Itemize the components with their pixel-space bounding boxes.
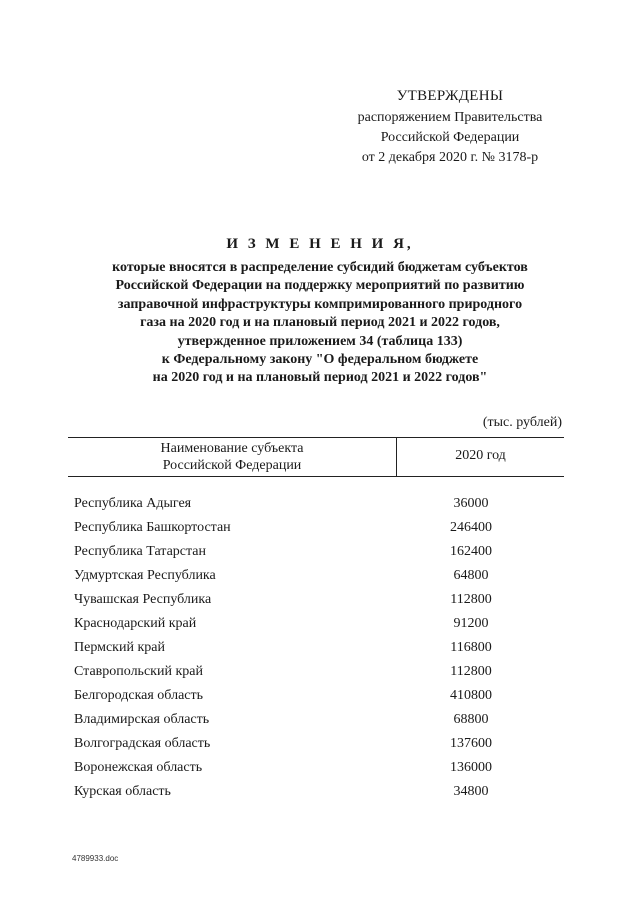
region-name: Пермский край <box>74 640 165 655</box>
region-name: Курская область <box>74 784 171 799</box>
table-row <box>74 684 564 708</box>
heading-line: на 2020 год и на плановый период 2021 и 2022 годов" <box>152 370 488 386</box>
subsidy-value: 112800 <box>450 592 492 607</box>
subsidy-value: 64800 <box>453 568 489 583</box>
subsidy-value: 136000 <box>450 760 492 775</box>
column-header-year: 2020 год <box>455 448 506 463</box>
subsidy-value: 68800 <box>453 712 489 727</box>
table-row <box>74 780 564 804</box>
subsidy-value: 410800 <box>450 688 492 703</box>
table-row <box>74 588 564 612</box>
region-name: Республика Татарстан <box>74 544 207 559</box>
subsidy-value: 246400 <box>450 520 492 535</box>
heading-line: Российской Федерации на поддержку мероприятий по развитию <box>115 278 525 294</box>
table-row <box>74 564 564 588</box>
table-row <box>74 540 564 564</box>
table-row <box>74 612 564 636</box>
file-reference: 4789933.doc <box>72 854 119 863</box>
subsidy-value: 34800 <box>453 784 489 799</box>
region-name: Республика Башкортостан <box>74 520 231 535</box>
table-body <box>74 492 564 804</box>
table-row <box>74 492 564 516</box>
table-row <box>74 732 564 756</box>
heading-line: к Федеральному закону "О федеральном бюджете <box>161 352 479 368</box>
subsidy-value: 36000 <box>453 496 489 511</box>
region-name: Ставропольский край <box>74 664 203 679</box>
document-heading <box>60 233 580 388</box>
region-name: Республика Адыгея <box>74 496 192 511</box>
table-row <box>74 516 564 540</box>
column-header-region-line-2: Российской Федерации <box>162 458 302 473</box>
region-name: Белгородская область <box>74 688 204 703</box>
table-header <box>68 437 564 477</box>
table-row <box>74 708 564 732</box>
region-name: Краснодарский край <box>74 616 197 631</box>
column-header-region-line-1: Наименование субъекта <box>160 441 304 456</box>
heading-line: заправочной инфраструктуры компримированного природного <box>117 296 523 312</box>
column-header-region <box>68 438 397 476</box>
subsidy-value: 137600 <box>450 736 492 751</box>
heading-line: утвержденное приложением 34 (таблица 133) <box>177 333 463 349</box>
region-name: Воронежская область <box>74 760 203 775</box>
region-name: Удмуртская Республика <box>74 568 216 583</box>
heading-line: газа на 2020 год и на плановый период 2021 и 2022 годов, <box>140 315 500 331</box>
approval-line-1: распоряжением Правительства <box>357 110 543 125</box>
region-name: Чувашская Республика <box>74 592 212 607</box>
table-row <box>74 636 564 660</box>
subsidy-value: 162400 <box>450 544 492 559</box>
approval-line-3: от 2 декабря 2020 г. № 3178-р <box>361 150 539 165</box>
subsidy-value: 91200 <box>453 616 489 631</box>
subsidy-value: 116800 <box>450 640 492 655</box>
region-name: Владимирская область <box>74 712 210 727</box>
table-row <box>74 660 564 684</box>
approval-title: УТВЕРЖДЕНЫ <box>396 88 504 104</box>
approval-block <box>330 86 570 168</box>
heading-line: которые вносятся в распределение субсидий бюджетам субъектов <box>112 260 528 275</box>
units-label: (тыс. рублей) <box>482 415 562 430</box>
subsidy-value: 112800 <box>450 664 492 679</box>
table-row <box>74 756 564 780</box>
approval-line-2: Российской Федерации <box>380 130 520 145</box>
region-name: Волгоградская область <box>74 736 211 751</box>
heading-title: И З М Е Н Е Н И Я, <box>226 236 414 252</box>
